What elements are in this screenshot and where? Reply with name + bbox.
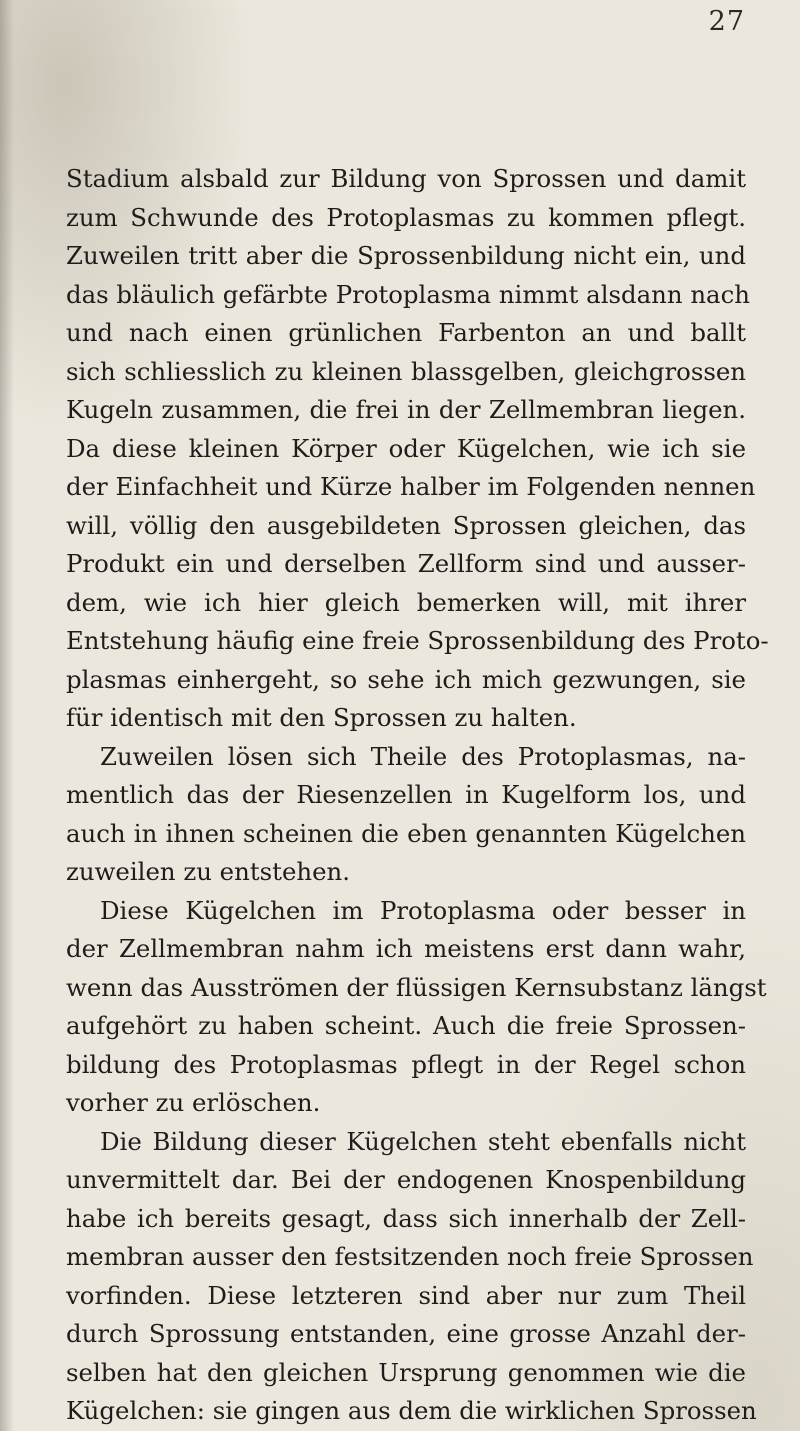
text-line: der Zellmembran nahm ich meistens erst dann wahr,: [66, 934, 746, 963]
text-line: Kügelchen: sie gingen aus dem die wirklichen Sprossen: [66, 1396, 757, 1425]
text-line: auch in ihnen scheinen die eben genannten Kügelchen: [66, 818, 746, 848]
text-line: Zuweilen tritt aber die Sprossenbildung nicht ein, und: [66, 241, 746, 270]
text-line: will, völlig den ausgebildeten Sprossen gleichen, das: [66, 510, 746, 540]
text-line: membran ausser den festsitzenden noch freie Sprossen: [66, 1242, 754, 1271]
text-line: zuweilen zu entstehen.: [66, 857, 350, 886]
text-line: dem, wie ich hier gleich bemerken will, mit ihrer: [66, 587, 746, 617]
text-line: Die Bildung dieser Kügelchen steht ebenfalls nicht: [100, 1126, 746, 1156]
text-line: Kugeln zusammen, die frei in der Zellmembran liegen.: [66, 395, 746, 424]
text-line: Entstehung häufig eine freie Sprossenbildung des Proto-: [66, 626, 769, 655]
text-line: das bläulich gefärbte Protoplasma nimmt alsdann nach: [66, 279, 750, 309]
text-line: mentlich das der Riesenzellen in Kugelform los, und: [66, 780, 746, 809]
text-line: Diese Kügelchen im Protoplasma oder besser in: [100, 895, 746, 925]
text-line: Produkt ein und derselben Zellform sind und ausser-: [66, 549, 746, 578]
text-line: selben hat den gleichen Ursprung genommen wie die: [66, 1357, 746, 1387]
text-line: für identisch mit den Sprossen zu halten.: [66, 703, 577, 732]
text-line: der Einfachheit und Kürze halber im Folgenden nennen: [66, 472, 756, 501]
text-line: vorher zu erlöschen.: [66, 1088, 321, 1117]
text-line: unvermittelt dar. Bei der endogenen Knospenbildung: [66, 1165, 746, 1194]
text-line: aufgehört zu haben scheint. Auch die freie Sprossen-: [66, 1011, 746, 1040]
text-line: Da diese kleinen Körper oder Kügelchen, wie ich sie: [66, 433, 746, 463]
page-number: 27: [708, 6, 745, 37]
text-line: und nach einen grünlichen Farbenton an und ballt: [66, 318, 746, 347]
text-line: zum Schwunde des Protoplasmas zu kommen pflegt.: [66, 202, 746, 232]
text-line: sich schliesslich zu kleinen blassgelben, gleichgrossen: [66, 356, 746, 386]
text-lines: [66, 160, 769, 1431]
text-line: plasmas einhergeht, so sehe ich mich gezwungen, sie: [66, 664, 746, 694]
body-text: [66, 160, 769, 1431]
text-line: bildung des Protoplasmas pflegt in der Regel schon: [66, 1049, 746, 1079]
text-line: durch Sprossung entstanden, eine grosse Anzahl der-: [66, 1319, 746, 1348]
text-line: wenn das Ausströmen der flüssigen Kernsubstanz längst: [66, 972, 767, 1002]
text-line: habe ich bereits gesagt, dass sich innerhalb der Zell-: [66, 1203, 746, 1233]
text-line: Stadium alsbald zur Bildung von Sprossen und damit: [66, 164, 746, 193]
text-line: vorfinden. Diese letzteren sind aber nur zum Theil: [66, 1280, 746, 1310]
text-line: Zuweilen lösen sich Theile des Protoplasmas, na-: [100, 741, 746, 771]
